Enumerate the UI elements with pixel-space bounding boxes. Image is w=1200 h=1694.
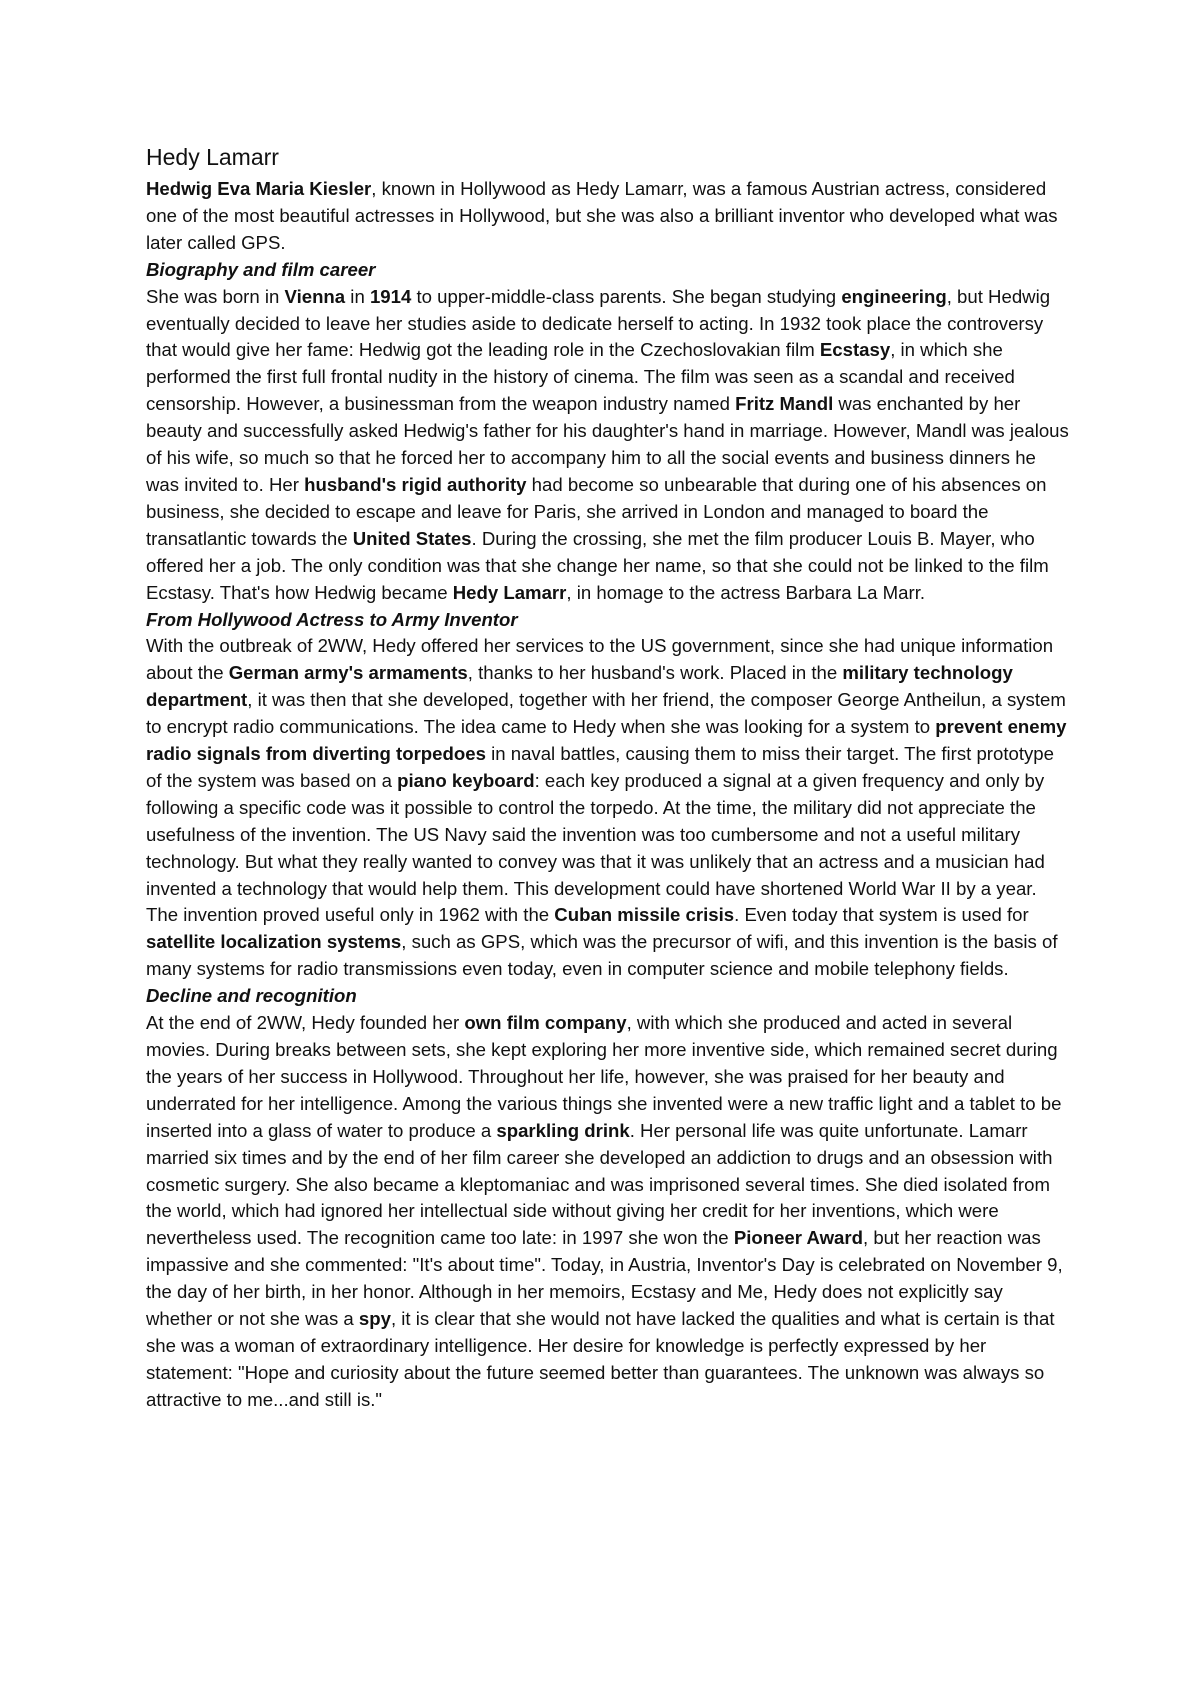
bold-text-run: Ecstasy (819, 339, 891, 361)
text-run: , but Hedwig eventually decided to leave her studies aside to dedicate herself to acting. In 1932 took place the controversy that would give her fame: Hedwig got the leading role in the Czechoslovakian film (146, 285, 1051, 361)
text-run: , known in Hollywood as Hedy Lamarr, was a famous Austrian actress, considered one of the most beautiful actresses in Hollywood, but she was also a brilliant inventor who developed what was later called GPS. (146, 178, 1058, 253)
bold-text-run: Hedwig Eva Maria Kiesler (146, 178, 372, 199)
bold-text-run: spy (358, 1308, 391, 1330)
bold-text-run: German army's armaments (228, 662, 468, 684)
section-heading-inventor: From Hollywood Actress to Army Inventor (146, 608, 518, 630)
text-run: . During the crossing, she met the film producer Louis B. Mayer, who offered her a job. The only condition was that she change her name, so that she could not be linked to the film Ecstasy. That's how Hedwig became (146, 527, 1049, 603)
bold-text-run: husband's rigid authority (304, 473, 527, 495)
bold-text-run: satellite localization systems (146, 931, 402, 953)
text-run: , it is clear that she would not have lacked the qualities and what is certain is that she was a woman of extraordinary intelligence. Her desire for knowledge is perfectly expressed by her statement: "Hope and curiosity about the future seemed better than guarantees. The unknown was always so attractive to me...and still is." (146, 1308, 1055, 1410)
text-run: She was born in (146, 285, 285, 307)
intro-paragraph (146, 176, 1071, 257)
bold-text-run: sparkling drink (496, 1119, 630, 1141)
text-run: , with which she produced and acted in several movies. During breaks between sets, she kept exploring her more inventive side, which remained secret during the years of her success in Hollywood. Throughout her life, however, she was praised for her beauty and underrated for her intelligence. Among the various things she invented were a new traffic light and a tablet to be inserted into a glass of water to produce a (146, 1012, 1062, 1141)
bold-text-run: own film company (464, 1012, 627, 1034)
bold-text-run: 1914 (369, 285, 412, 307)
document-page (146, 142, 1071, 1414)
bold-text-run: Pioneer Award (733, 1227, 863, 1249)
section-decline (146, 983, 1071, 1414)
text-run: . Even today that system is used for (734, 904, 1029, 926)
bold-text-run: prevent enemy radio signals from diverting torpedoes (146, 716, 1067, 765)
bold-text-run: Cuban missile crisis (554, 904, 735, 926)
text-run: , it was then that she developed, together with her friend, the composer George Antheilun, a system to encrypt radio communications. The idea came to Hedy when she was looking for a system to (146, 689, 1066, 738)
text-run: . Her personal life was quite unfortunate. Lamarr married six times and by the end of her film career she developed an addiction to drugs and an obsession with cosmetic surgery. She also became a kleptomaniac and was imprisoned several times. She died isolated from the world, which had ignored her intellectual side without giving her credit for her inventions, which were nevertheless used. The recognition came too late: in 1997 she won the (146, 1119, 1053, 1249)
bold-text-run: engineering (841, 285, 947, 307)
text-run: in (345, 285, 370, 307)
text-run: was enchanted by her beauty and successfully asked Hedwig's father for his daughter's hand in marriage. However, Mandl was jealous of his wife, so much so that he forced her to accompany him to all the social events and business dinners he was invited to. Her (146, 393, 1069, 495)
text-run: , in homage to the actress Barbara La Marr. (566, 581, 926, 603)
section-heading-decline: Decline and recognition (146, 985, 357, 1007)
section-paragraph-biography (146, 284, 1071, 607)
text-run: to upper-middle-class parents. She began studying (411, 285, 842, 307)
bold-text-run: military technology department (146, 662, 1013, 711)
text-run: had become so unbearable that during one of his absences on business, she decided to escape and leave for Paris, she arrived in London and managed to board the transatlantic towards the (146, 473, 1047, 549)
section-paragraph-inventor (146, 633, 1071, 983)
text-run: , thanks to her husband's work. Placed in the (467, 662, 843, 684)
section-inventor (146, 607, 1071, 984)
bold-text-run: Fritz Mandl (735, 393, 834, 415)
section-paragraph-decline (146, 1010, 1071, 1414)
text-run: , in which she performed the first full frontal nudity in the history of cinema. The film was seen as a scandal and received censorship. However, a businessman from the weapon industry named (146, 339, 1015, 415)
bold-text-run: United States (352, 527, 472, 549)
text-run: At the end of 2WW, Hedy founded her (146, 1012, 465, 1034)
bold-text-run: Vienna (284, 285, 346, 307)
text-run: With the outbreak of 2WW, Hedy offered her services to the US government, since she had unique information about the (146, 635, 1054, 684)
text-run: in naval battles, causing them to miss their target. The first prototype of the system was based on a (146, 743, 1054, 791)
section-heading-biography: Biography and film career (146, 258, 376, 280)
text-run: , such as GPS, which was the precursor of wifi, and this invention is the basis of many systems for radio transmissions even today, even in computer science and mobile telephony fields. (146, 931, 1058, 980)
bold-text-run: piano keyboard (397, 769, 535, 791)
document-title: Hedy Lamarr (146, 144, 279, 170)
text-run: : each key produced a signal at a given frequency and only by following a specific code was it possible to control the torpedo. At the time, the military did not appreciate the usefulness of the invention. The US Navy said the invention was too cumbersome and not a useful military technology. But what they really wanted to convey was that it was unlikely that an actress and a musician had invented a technology that would help them. This development could have shortened World War II by a year. The invention proved useful only in 1962 with the (146, 769, 1045, 926)
bold-text-run: Hedy Lamarr (452, 581, 567, 603)
section-biography (146, 257, 1071, 607)
text-run: , but her reaction was impassive and she commented: "It's about time". Today, in Austria, Inventor's Day is celebrated on November 9, the day of her birth, in her honor. Although in her memoirs, Ecstasy and Me, Hedy does not explicitly say whether or not she was a (146, 1227, 1063, 1330)
